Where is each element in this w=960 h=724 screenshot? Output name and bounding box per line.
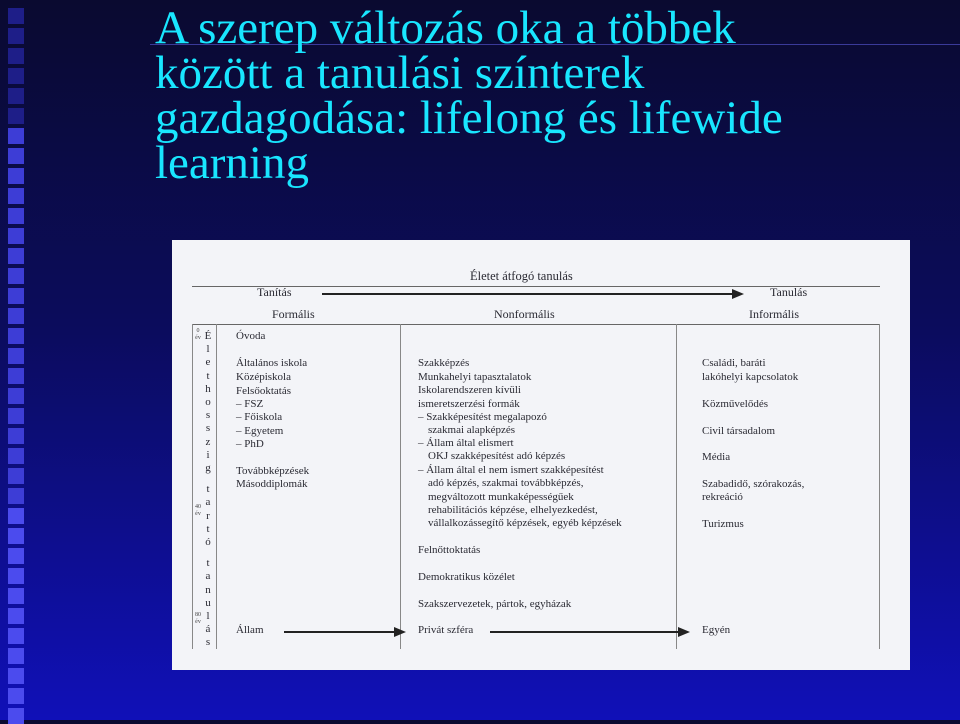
decorative-square <box>8 528 24 544</box>
decorative-square <box>8 468 24 484</box>
informal-item: Civil társadalom <box>702 425 776 437</box>
decorative-square <box>8 448 24 464</box>
formal-item: Óvoda <box>236 330 266 342</box>
decorative-square <box>8 568 24 584</box>
formal-item: – PhD <box>236 438 264 450</box>
column-header-nonformal: Nonformális <box>494 307 555 321</box>
nonformal-item: ismeretszerzési formák <box>418 398 520 410</box>
column-header-rule <box>192 324 880 325</box>
age-marker: 80 év <box>195 612 201 625</box>
age-marker: 0 év <box>195 328 201 341</box>
nonformal-item: Demokratikus közélet <box>418 571 515 583</box>
nonformal-item: vállalkozássegítő képzések, egyéb képzések <box>428 517 622 529</box>
bottom-label-individual: Egyén <box>702 624 731 636</box>
decorative-square <box>8 688 24 704</box>
title-line: között a tanulási színterek <box>155 47 645 99</box>
decorative-square <box>8 308 24 324</box>
formal-item: Felsőoktatás <box>236 385 291 397</box>
scanned-diagram <box>172 240 910 670</box>
decorative-square <box>8 148 24 164</box>
nonformal-item: Felnőttoktatás <box>418 544 481 556</box>
left-border <box>192 324 193 649</box>
formal-item: – Főiskola <box>236 411 283 423</box>
informal-item: Családi, baráti <box>702 357 766 369</box>
informal-item: lakóhelyi kapcsolatok <box>702 371 799 383</box>
decorative-square <box>8 588 24 604</box>
decorative-square <box>8 548 24 564</box>
decorative-square <box>8 508 24 524</box>
vertical-label: É l e t h o s s z i g t a r t ó t a n u l á s <box>204 330 212 649</box>
formal-item: Továbbképzések <box>236 465 310 477</box>
nonformal-item: Szakképzés <box>418 357 470 369</box>
informal-item: Média <box>702 451 731 463</box>
nonformal-item: OKJ szakképesítést adó képzés <box>428 450 566 462</box>
decorative-square <box>8 208 24 224</box>
title-line: A szerep változás oka a többek <box>155 6 736 54</box>
formal-item: – FSZ <box>236 398 264 410</box>
bottom-arrow <box>490 631 680 633</box>
decorative-square <box>8 328 24 344</box>
bottom-label-state: Állam <box>236 624 264 636</box>
decorative-square <box>8 88 24 104</box>
arrowhead-icon <box>394 627 406 637</box>
decorative-square <box>8 368 24 384</box>
decorative-square <box>8 168 24 184</box>
formal-item: Másoddiplomák <box>236 478 308 490</box>
decorative-square <box>8 428 24 444</box>
age-marker: 40 év <box>195 504 201 517</box>
decorative-square <box>8 408 24 424</box>
decorative-square <box>8 128 24 144</box>
axis-divider <box>216 324 217 649</box>
decorative-square <box>8 268 24 284</box>
axis-right-label: Tanulás <box>770 285 808 299</box>
nonformal-item: adó képzés, szakmai továbbképzés, <box>428 477 584 489</box>
nonformal-item: rehabilitációs képzése, elhelyezkedést, <box>428 504 598 516</box>
informal-item: rekreáció <box>702 491 743 503</box>
nonformal-item: – Állam által el nem ismert szakképesítést <box>418 464 604 476</box>
informal-divider <box>676 324 677 649</box>
bottom-arrow <box>284 631 396 633</box>
right-border <box>879 324 880 649</box>
nonformal-item: szakmai alapképzés <box>428 424 516 436</box>
informal-item: Közművelődés <box>702 398 768 410</box>
nonformal-item: – Szakképesítést megalapozó <box>418 411 547 423</box>
title-line: learning <box>155 137 309 189</box>
informal-item: Turizmus <box>702 518 744 530</box>
diagram-header: Életet átfogó tanulás <box>470 269 573 283</box>
decorative-square <box>8 68 24 84</box>
nonformal-item: Iskolarendszeren kívüli <box>418 384 521 396</box>
title-line: gazdagodása: lifelong és lifewide <box>155 92 783 144</box>
decorative-square <box>8 388 24 404</box>
decorative-square <box>8 708 24 724</box>
formal-divider <box>400 324 401 649</box>
decorative-square <box>8 668 24 684</box>
formal-item: Középiskola <box>236 371 291 383</box>
bottom-label-private: Privát szféra <box>418 624 474 636</box>
decorative-square <box>8 108 24 124</box>
decorative-square <box>8 248 24 264</box>
decorative-square <box>8 608 24 624</box>
decorative-square <box>8 348 24 364</box>
nonformal-item: Szakszervezetek, pártok, egyházak <box>418 598 572 610</box>
decorative-square <box>8 188 24 204</box>
axis-left-label: Tanítás <box>257 285 292 299</box>
arrowhead-icon <box>678 627 690 637</box>
nonformal-item: megváltozott munkaképességűek <box>428 491 574 503</box>
decorative-square <box>8 228 24 244</box>
decorative-square <box>8 628 24 644</box>
column-header-informal: Informális <box>749 307 799 321</box>
nonformal-item: – Állam által elismert <box>418 437 514 449</box>
column-header-formal: Formális <box>272 307 315 321</box>
decorative-square <box>8 8 24 24</box>
formal-item: Általános iskola <box>236 357 308 369</box>
decorative-square <box>8 28 24 44</box>
decorative-square-strip <box>0 0 30 720</box>
decorative-square <box>8 288 24 304</box>
teaching-learning-arrow <box>322 293 734 295</box>
decorative-square <box>8 488 24 504</box>
decorative-square <box>8 48 24 64</box>
informal-item: Szabadidő, szórakozás, <box>702 478 805 490</box>
slide-title <box>155 6 955 234</box>
nonformal-item: Munkahelyi tapasztalatok <box>418 371 532 383</box>
formal-item: – Egyetem <box>236 425 284 437</box>
arrowhead-icon <box>732 289 744 299</box>
decorative-square <box>8 648 24 664</box>
